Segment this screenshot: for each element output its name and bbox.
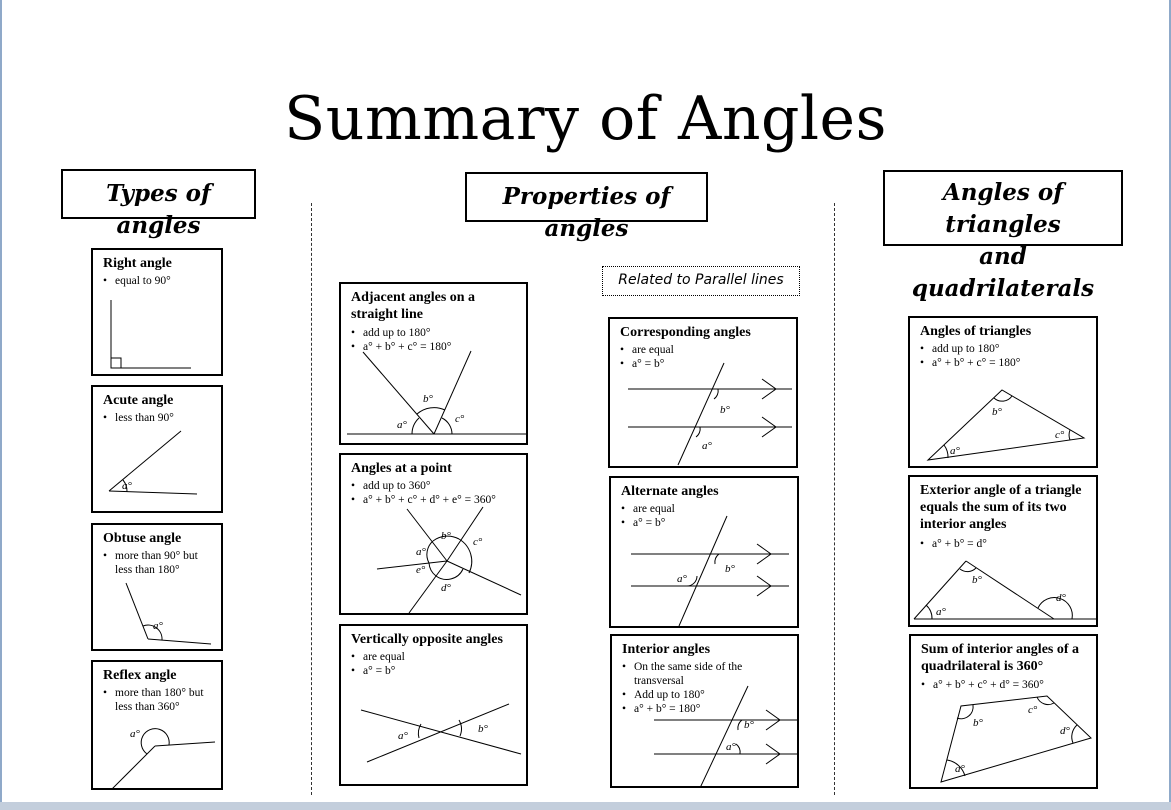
label-a: a°	[416, 546, 426, 558]
bullet-item: • more than 180° but less than 360°	[103, 686, 215, 714]
card-title: Angles at a point	[351, 461, 452, 476]
bullet-item: • equal to 90°	[103, 274, 215, 288]
card-adjacent-angles	[339, 282, 528, 445]
label-b: b°	[423, 393, 433, 405]
label-c: c°	[473, 536, 483, 548]
card-acute-angle	[91, 385, 223, 513]
obtuse-angle-diagram	[93, 525, 223, 651]
label-a: a°	[397, 419, 407, 431]
label-c: c°	[455, 413, 465, 425]
card-right-angle	[91, 248, 223, 376]
card-interior-angles	[610, 634, 799, 788]
label-d: d°	[1056, 592, 1066, 604]
label-c: c°	[1028, 704, 1038, 716]
bullet-item: • a° + b° + c° + d° + e° = 360°	[351, 493, 520, 507]
bullet-item: • a° + b° + c° = 180°	[920, 356, 1090, 370]
bullet-item: • add up to 360°	[351, 479, 520, 493]
bullet-item: • a° = b°	[351, 664, 520, 678]
card-title: Interior angles	[622, 642, 711, 657]
card-title: Alternate angles	[621, 484, 719, 499]
adjacent-angles-diagram	[341, 284, 528, 445]
bullet-item: • a° = b°	[621, 516, 791, 530]
window-bottom-edge	[0, 802, 1171, 810]
exterior-angle-diagram	[910, 477, 1098, 627]
card-title: Reflex angle	[103, 668, 177, 683]
label-e: e°	[416, 564, 426, 576]
label-d: d°	[1060, 725, 1070, 737]
label-c: c°	[1055, 429, 1065, 441]
card-title: Angles of triangles	[920, 324, 1032, 339]
label-b: b°	[725, 563, 735, 575]
card-title: Vertically opposite angles	[351, 632, 503, 647]
label-b: b°	[441, 530, 451, 542]
bullet-item: • On the same side of the transversal	[622, 660, 791, 688]
card-reflex-angle	[91, 660, 223, 790]
bullet-item: • are equal	[621, 502, 791, 516]
card-vertically-opposite-angles	[339, 624, 528, 786]
bullet-item: • a° + b° + c° = 180°	[351, 340, 520, 354]
card-quadrilateral-angles	[909, 634, 1098, 789]
bullet-item: • a° + b° = d°	[920, 537, 1090, 551]
page-title: Summary of Angles	[284, 84, 887, 154]
card-title: Right angle	[103, 256, 172, 271]
label-a: a°	[398, 730, 408, 742]
header-properties-of-angles: Properties of angles	[465, 172, 708, 222]
label-d: d°	[441, 582, 451, 594]
bullet-item: • add up to 180°	[351, 326, 520, 340]
bullet-item: • a° + b° = 180°	[622, 702, 791, 716]
card-angles-of-triangles	[908, 316, 1098, 468]
label-b: b°	[478, 723, 488, 735]
label-b: b°	[744, 719, 754, 731]
vertically-opposite-diagram	[341, 626, 528, 786]
card-angles-at-a-point	[339, 453, 528, 615]
card-corresponding-angles	[608, 317, 798, 468]
card-title: Sum of interior angles of a quadrilateral is 360°	[921, 642, 1080, 674]
label-b: b°	[972, 574, 982, 586]
header-types-of-angles: Types of angles	[61, 169, 256, 219]
label-a: a°	[936, 606, 946, 618]
header-triangles-quadrilaterals	[883, 170, 1123, 302]
corresponding-angles-diagram	[610, 319, 798, 468]
acute-angle-diagram	[93, 387, 223, 513]
card-title: Exterior angle of a triangle equals the sum of its two interior angles	[920, 483, 1082, 532]
label-a: a°	[130, 728, 140, 740]
bullet-item: • a° = b°	[620, 357, 790, 371]
column-divider-right	[834, 203, 835, 795]
angles-at-a-point-diagram	[341, 455, 528, 615]
bullet-item: • less than 90°	[103, 411, 215, 425]
label-a: a°	[950, 445, 960, 457]
quadrilateral-diagram	[911, 636, 1098, 789]
card-title: Adjacent angles on a straight line	[351, 290, 476, 322]
card-title: Obtuse angle	[103, 531, 182, 546]
label-a: a°	[702, 440, 712, 452]
bullet-item: • more than 90° but less than 180°	[103, 549, 215, 577]
label-a: a°	[153, 620, 163, 632]
label-b: b°	[973, 717, 983, 729]
label-a: a°	[955, 763, 965, 775]
card-obtuse-angle	[91, 523, 223, 651]
card-alternate-angles	[609, 476, 799, 628]
label-a: a°	[677, 573, 687, 585]
header-triangles-line1: Angles of triangles	[942, 179, 1064, 238]
reflex-angle-diagram	[93, 662, 223, 790]
card-title: Acute angle	[103, 393, 174, 408]
bullet-item: • add up to 180°	[920, 342, 1090, 356]
header-triangles-line2: and quadrilaterals	[911, 243, 1095, 302]
column-divider-left	[311, 203, 312, 795]
label-a: a°	[122, 480, 132, 492]
right-angle-diagram	[93, 250, 223, 376]
label-b: b°	[992, 406, 1002, 418]
bullet-item: • are equal	[620, 343, 790, 357]
bullet-item: • Add up to 180°	[622, 688, 791, 702]
card-exterior-angle	[908, 475, 1098, 627]
alternate-angles-diagram	[611, 478, 799, 628]
bullet-item: • a° + b° + c° + d° = 360°	[921, 678, 1090, 692]
bullet-item: • are equal	[351, 650, 520, 664]
triangle-diagram	[910, 318, 1098, 468]
card-title: Corresponding angles	[620, 325, 751, 340]
label-a: a°	[726, 741, 736, 753]
interior-angles-diagram	[612, 636, 799, 788]
label-b: b°	[720, 404, 730, 416]
parallel-lines-label: Related to Parallel lines	[602, 266, 800, 296]
